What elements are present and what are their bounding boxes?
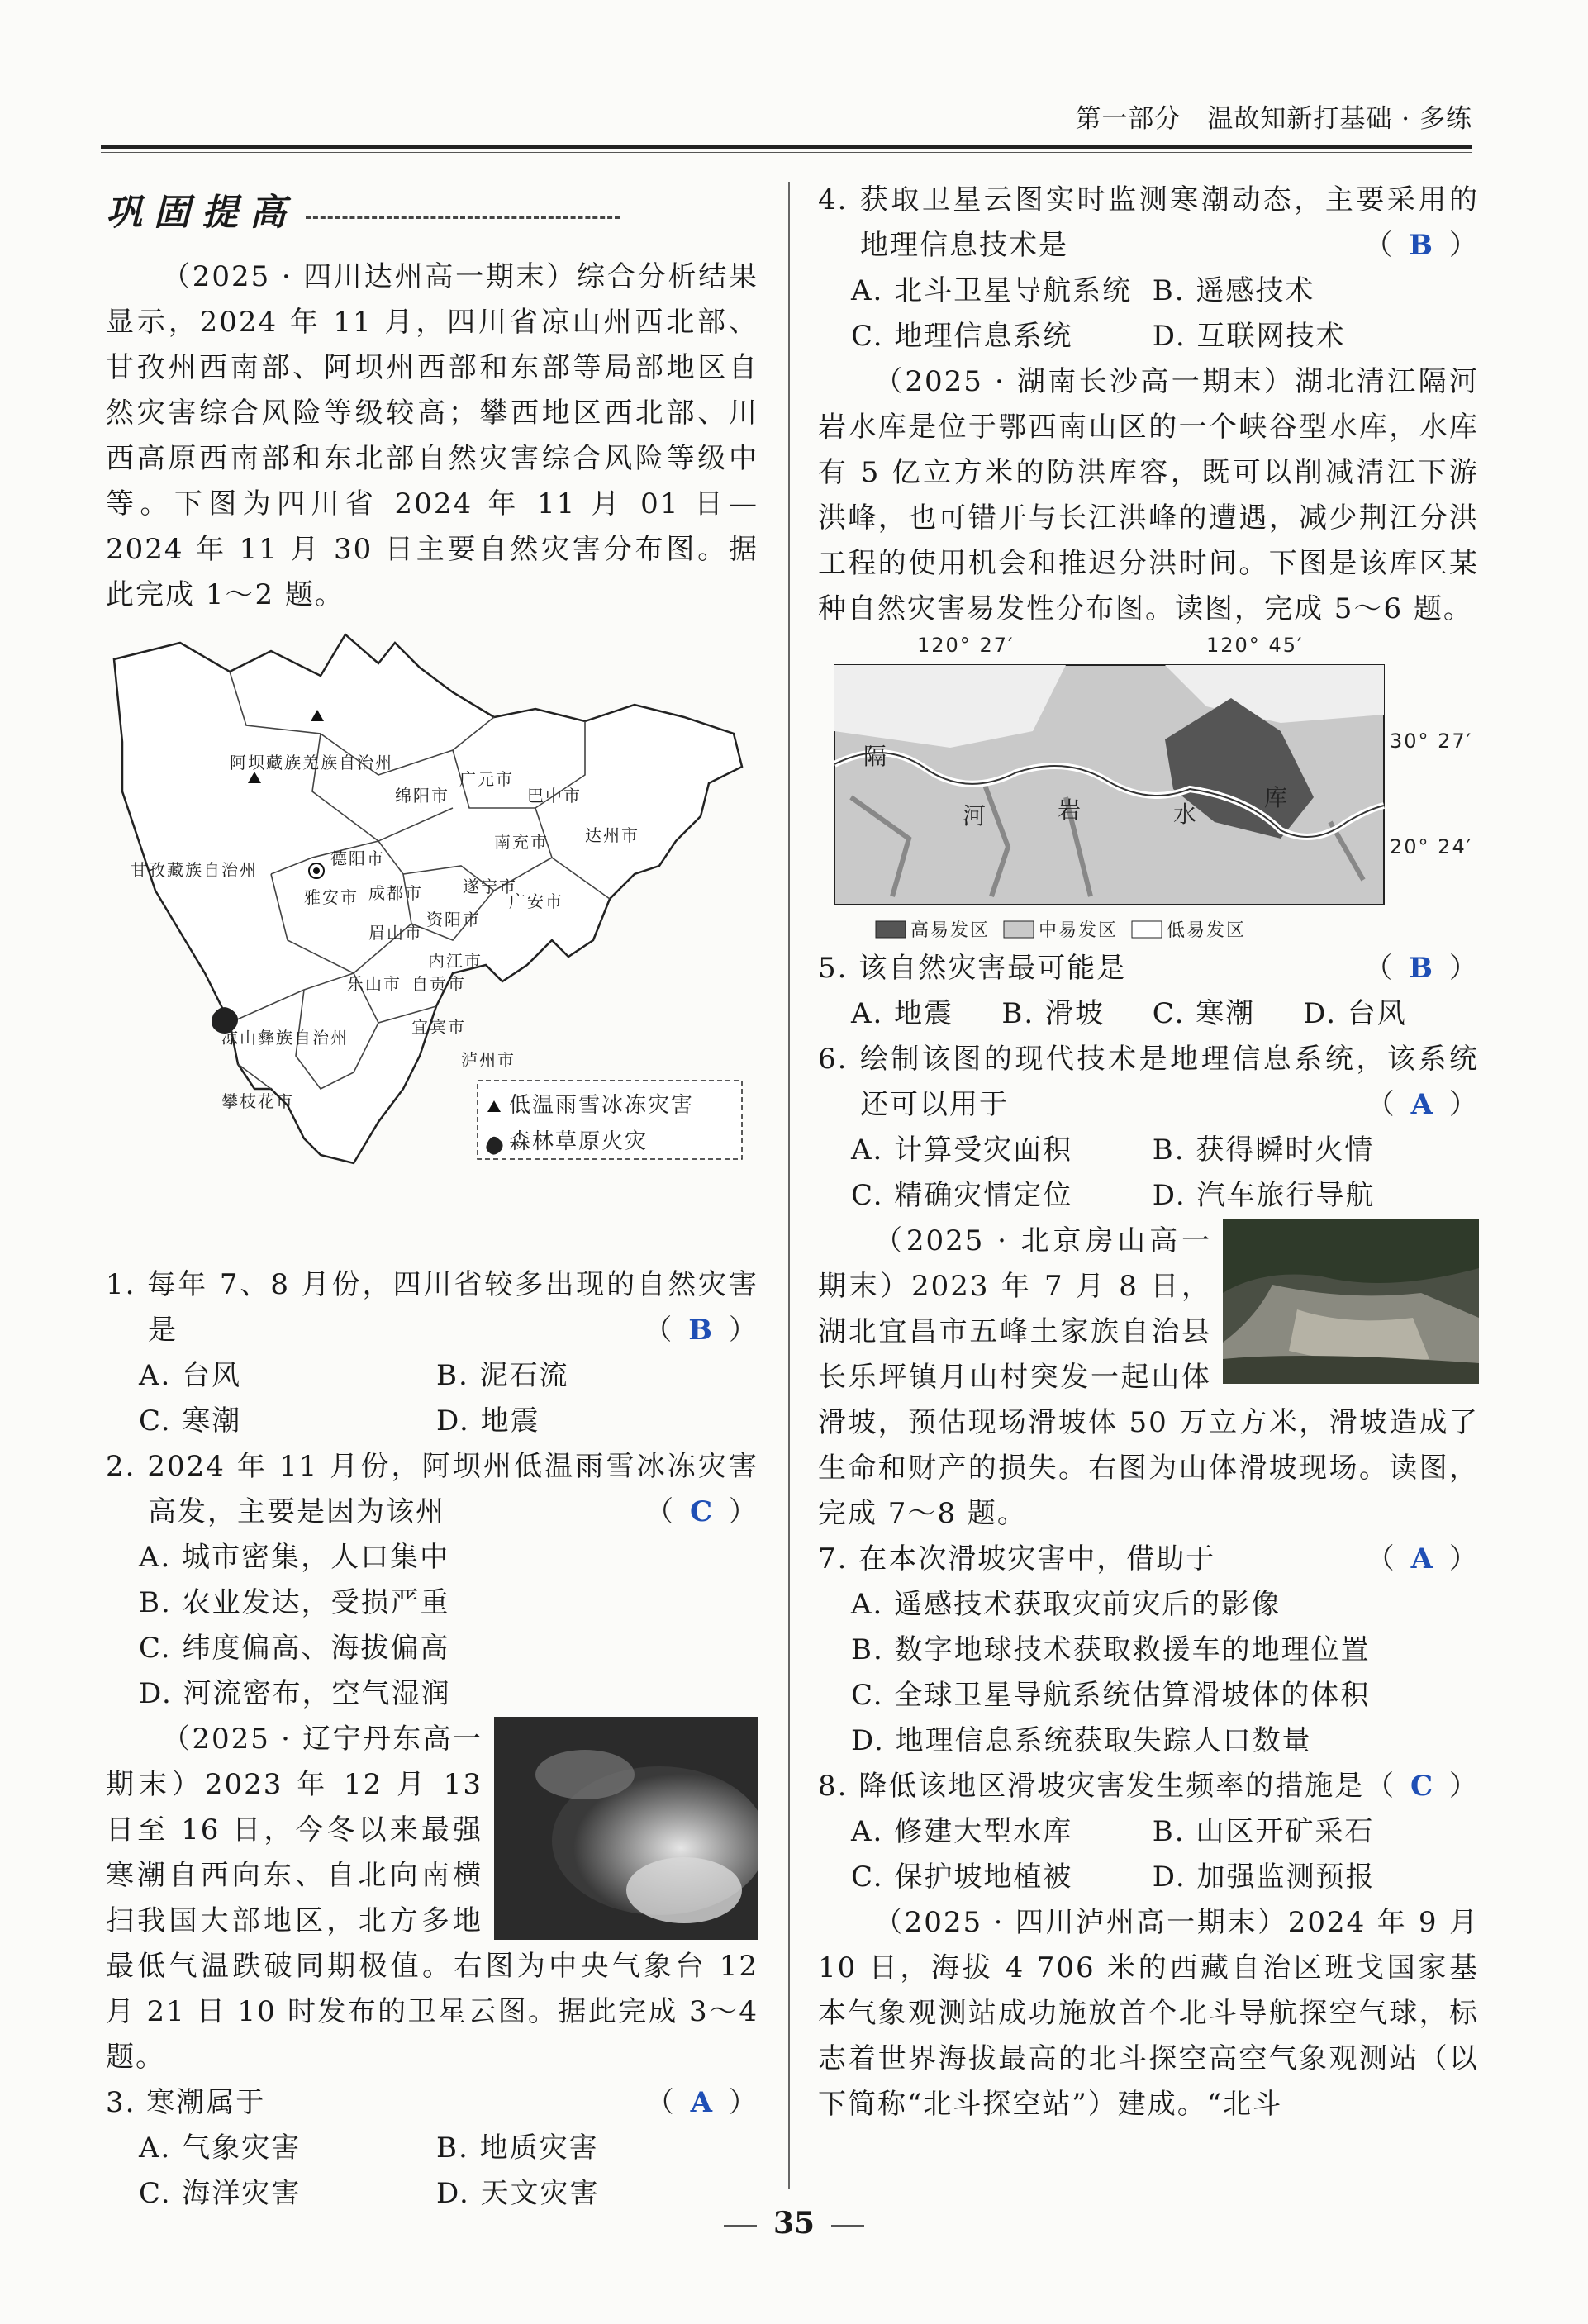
reservoir-susceptibility-map: [818, 632, 1479, 946]
lon-label-1: 120° 27′: [917, 634, 1015, 657]
q5-option-d: D. 台风: [1303, 997, 1407, 1030]
place-char-he: 河: [963, 802, 988, 829]
q6-option-a: A. 计算受灾面积: [851, 1133, 1073, 1167]
q1-option-c: C. 寒潮: [139, 1404, 242, 1438]
map-label-deyang: 德阳市: [330, 848, 385, 868]
map-label-leshan: 乐山市: [347, 974, 402, 994]
intro-passage-1: （2025 · 四川达州高一期末）综合分析结果显示，2024 年 11 月，四川省凉山州西北部、甘孜州西南部、阿坝州西部和东部等局部地区自然灾害综合风险等级较高；攀西地区西北部、川西高原西南部和东北部自然灾害综合风险等级中等。下图为四川省 2024 年 11 月 01 日—2024 年 11 月 30 日主要自然灾害分布图。据此完成 1～2 题。: [106, 260, 758, 611]
intro-passage-5: （2025 · 四川泸州高一期末）2024 年 9 月 10 日，海拔 4 706 米的西藏自治区班戈国家基本气象观测站成功施放首个北斗导航探空气球，标志着世界海拔最高的北斗探空高空气象观测站（以下简称“北斗探空站”）建成。“北斗: [818, 1906, 1479, 2121]
map-label-nanchong: 南充市: [494, 832, 549, 852]
q7-option-c: C. 全球卫星导航系统估算滑坡体的体积: [851, 1679, 1371, 1712]
passage-2: [106, 1717, 758, 2080]
map-label-zigong: 自贡市: [411, 974, 466, 994]
q2-stem: 2. 2024 年 11 月份，阿坝州低温雨雪冰冻灾害高发，主要是因为该州: [106, 1450, 758, 1528]
q4-option-b: B. 遥感技术: [1152, 274, 1315, 307]
q6-options-row1: [818, 1128, 1479, 1173]
q8-answer: （ C ）: [1365, 1770, 1479, 1803]
q8-option-a: A. 修建大型水库: [851, 1815, 1073, 1848]
q7-option-d: D. 地理信息系统获取失踪人口数量: [851, 1724, 1312, 1757]
map-label-mianyang: 绵阳市: [395, 786, 449, 806]
intro-passage-2: （2025 · 辽宁丹东高一期末）2023 年 12 月 13 日至 16 日，今冬以来最强寒潮自西向东、自北向南横扫我国大部地区，北方多地最低气温跌破同期极值。右图为中央气象台 12 月 21 日 10 时发布的卫星云图。据此完成 3～4 题。: [106, 1723, 758, 2074]
map-svg: [106, 626, 758, 1262]
legend-low-swatch: [1132, 921, 1162, 938]
map-label-bazhong: 巴中市: [527, 786, 582, 806]
q8-options-row2: [818, 1855, 1479, 1900]
q1-stem: 1. 每年 7、8 月份，四川省较多出现的自然灾害是: [106, 1268, 758, 1347]
q6-answer: （ A ）: [1366, 1088, 1479, 1121]
question-4: [818, 178, 1479, 359]
q3-stem: 3. 寒潮属于: [106, 2086, 266, 2119]
legend-mid-label: 中易发区: [1039, 920, 1119, 941]
legend-low-label: 低易发区: [1167, 920, 1247, 941]
question-6: [818, 1037, 1479, 1219]
section-title: 巩固提高: [106, 192, 297, 234]
map-label-aba: 阿坝藏族羌族自治州: [230, 753, 393, 772]
page-number: 35: [0, 2206, 1588, 2241]
map-label-guangan: 广安市: [509, 891, 563, 911]
map-label-ganzi: 甘孜藏族自治州: [131, 860, 258, 880]
q2-option-d: D. 河流密布，空气湿润: [139, 1677, 451, 1710]
q7-option-b: B. 数字地球技术获取救援车的地理位置: [851, 1633, 1371, 1666]
q7-answer: （ A ）: [1366, 1542, 1479, 1575]
legend-high-label: 高易发区: [910, 920, 991, 941]
map-label-neijiang: 内江市: [428, 951, 483, 971]
q3-answer: （ A ）: [645, 2086, 758, 2119]
map-label-guangyuan: 广元市: [459, 769, 514, 789]
q4-stem: 4. 获取卫星云图实时监测寒潮动态，主要采用的地理信息技术是: [818, 183, 1479, 262]
q2-option-c: C. 纬度偏高、海拔偏高: [139, 1632, 450, 1665]
sichuan-disaster-map: [106, 626, 758, 1262]
map-label-meishan: 眉山市: [368, 923, 423, 943]
map-label-luzhou: 泸州市: [461, 1050, 516, 1070]
q8-stem: 8. 降低该地区滑坡灾害发生频率的措施是: [818, 1770, 1365, 1803]
q4-options-row2: [818, 314, 1479, 359]
q5-option-c: C. 寒潮: [1152, 997, 1256, 1030]
q1-options-row1: [106, 1353, 758, 1399]
passage-4: [818, 1219, 1479, 1537]
q5-answer: （ B ）: [1364, 952, 1479, 985]
q6-options-row2: [818, 1173, 1479, 1219]
question-8: [818, 1764, 1479, 1900]
q8-options-row1: [818, 1809, 1479, 1855]
q1-option-b: B. 泥石流: [436, 1359, 569, 1392]
question-2: [106, 1444, 758, 1717]
q7-option-a: A. 遥感技术获取灾前灾后的影像: [851, 1588, 1281, 1621]
question-3: [106, 2080, 758, 2217]
map-label-ziyang: 资阳市: [426, 910, 481, 929]
lon-label-2: 120° 45′: [1206, 634, 1304, 657]
lat-label-2: 20° 24′: [1390, 835, 1473, 858]
q8-option-d: D. 加强监测预报: [1152, 1861, 1376, 1894]
q8-option-b: B. 山区开矿采石: [1152, 1815, 1375, 1848]
map-label-dazhou: 达州市: [585, 825, 639, 845]
right-column: [818, 178, 1479, 2127]
q4-option-c: C. 地理信息系统: [851, 320, 1073, 353]
q3-options-row1: [106, 2126, 758, 2171]
page-header: 第一部分 温故知新打基础 · 多练: [1075, 104, 1472, 134]
map-label-liangshan: 凉山彝族自治州: [221, 1028, 349, 1048]
place-char-yan: 岩: [1058, 796, 1083, 824]
q3-option-b: B. 地质灾害: [436, 2132, 599, 2165]
place-char-ge: 隔: [863, 743, 889, 770]
q4-options-row1: [818, 269, 1479, 314]
map-label-yibin: 宜宾市: [411, 1017, 466, 1037]
map-label-panzhihua: 攀枝花市: [221, 1091, 294, 1111]
q6-option-c: C. 精确灾情定位: [851, 1179, 1073, 1212]
header-rule-thin: [101, 152, 1472, 153]
intro-passage-3: （2025 · 湖南长沙高一期末）湖北清江隔河岩水库是位于鄂西南山区的一个峡谷型水库，水库有 5 亿立方米的防洪库容，既可以削减清江下游洪峰，也可错开与长江洪峰的遭遇，减少荆江分洪工程的使用机会和推迟分洪时间。下图是该库区某种自然灾害易发性分布图。读图，完成 5～6 题。: [818, 365, 1479, 625]
landslide-photo: [1223, 1219, 1479, 1384]
map-label-yaan: 雅安市: [304, 887, 359, 907]
q3-option-c: C. 海洋灾害: [139, 2177, 302, 2210]
q2-option-a: A. 城市密集，人口集中: [139, 1541, 450, 1574]
q2-answer: （ C ）: [644, 1495, 758, 1528]
q5-stem: 5. 该自然灾害最可能是: [818, 952, 1127, 985]
q1-option-d: D. 地震: [436, 1404, 540, 1438]
q6-option-b: B. 获得瞬时火情: [1152, 1133, 1375, 1167]
q1-option-a: A. 台风: [139, 1359, 242, 1392]
q3-option-d: D. 天文灾害: [436, 2177, 600, 2210]
title-decoration: [306, 216, 620, 219]
lat-label-1: 30° 27′: [1390, 730, 1473, 753]
q6-option-d: D. 汽车旅行导航: [1152, 1179, 1376, 1212]
q2-option-b: B. 农业发达，受损严重: [139, 1586, 450, 1619]
map-label-chengdu: 成都市: [368, 883, 423, 903]
legend-high-swatch: [876, 921, 906, 938]
section-heading: [106, 190, 758, 248]
place-char-shui: 水: [1173, 801, 1199, 828]
map-label-suining: 遂宁市: [463, 877, 517, 896]
q5-options: [818, 991, 1479, 1037]
q1-answer: （ B ）: [644, 1314, 758, 1347]
q7-stem: 7. 在本次滑坡灾害中，借助于: [818, 1542, 1216, 1575]
reservoir-map-svg: [818, 632, 1479, 946]
legend-fire-label: 森林草原火灾: [509, 1129, 649, 1154]
q6-stem: 6. 绘制该图的现代技术是地理信息系统，该系统还可以用于: [818, 1043, 1479, 1121]
q5-option-a: A. 地震: [851, 997, 954, 1030]
q4-option-d: D. 互联网技术: [1152, 320, 1346, 353]
q3-option-a: A. 气象灾害: [139, 2132, 302, 2165]
q1-options-row2: [106, 1399, 758, 1444]
column-divider: [788, 182, 790, 2189]
legend-snow-label: 低温雨雪冰冻灾害: [509, 1093, 695, 1118]
place-char-ku: 库: [1264, 784, 1290, 811]
q8-option-c: C. 保护坡地植被: [851, 1861, 1073, 1894]
question-5: [818, 946, 1479, 1037]
q4-answer: （ B ）: [1364, 229, 1479, 262]
satellite-cloud-image: [494, 1717, 758, 1940]
legend-mid-swatch: [1004, 921, 1034, 938]
question-1: [106, 1262, 758, 1444]
header-rule: [101, 145, 1472, 149]
q5-option-b: B. 滑坡: [1001, 997, 1105, 1030]
intro-passage-4: （2025 · 北京房山高一期末）2023 年 7 月 8 日，湖北宜昌市五峰土家族自治县长乐坪镇月山村突发一起山体滑坡，预估现场滑坡体 50 万立方米，滑坡造成了生命和财产的损失。右图为山体滑坡现场。读图，完成 7～8 题。: [818, 1224, 1479, 1530]
q4-option-a: A. 北斗卫星导航系统: [851, 274, 1133, 307]
left-column: [106, 190, 758, 2217]
question-7: [818, 1537, 1479, 1764]
